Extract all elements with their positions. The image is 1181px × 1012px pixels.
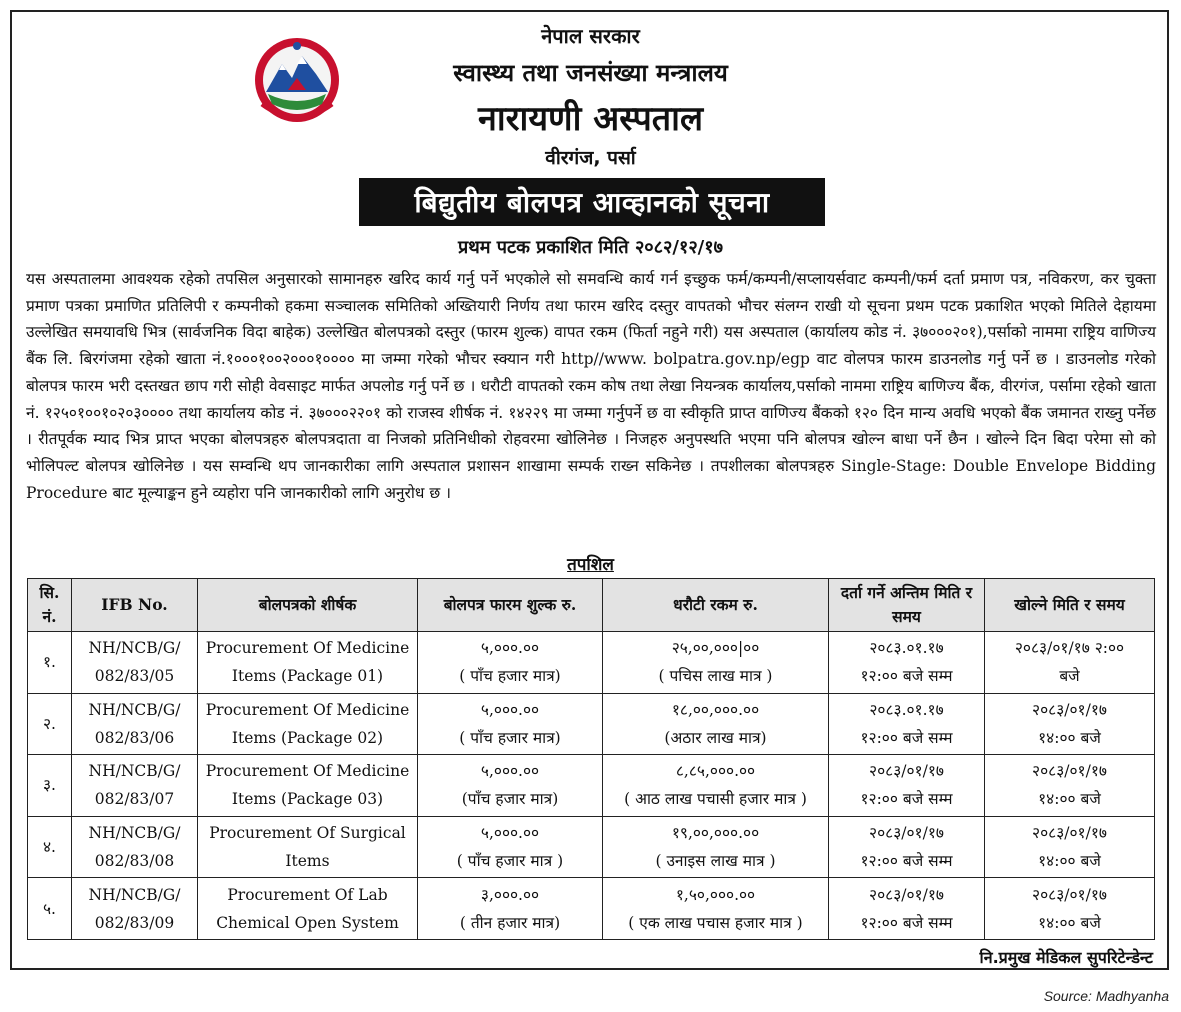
row-fee [418, 693, 603, 755]
table-row [28, 755, 1155, 817]
fee-amount: ५,०००.०० [480, 639, 540, 658]
security-amount: १९,००,०००.०० [671, 824, 760, 843]
row-deadline [829, 632, 985, 694]
government-name: नेपाल सरकार [541, 24, 640, 48]
row-title: Procurement Of Medicine Items (Package 01) [198, 632, 418, 694]
opening-date: २०८३/०१/१७ [1032, 762, 1107, 781]
row-deadline [829, 693, 985, 755]
row-title: Procurement Of Lab Chemical Open System [198, 878, 418, 940]
deadline-date: २०८३/०१/१७ [869, 885, 944, 904]
security-amount: १८,००,०००.०० [671, 700, 760, 719]
deadline-date: २०८३.०१.१७ [869, 700, 944, 719]
row-sn: ५. [28, 878, 72, 940]
fee-amount: ५,०००.०० [480, 824, 540, 843]
signatory-title: नि.प्रमुख मेडिकल सुपरिटेन्डेन्ट [979, 948, 1153, 967]
row-sn: ४. [28, 816, 72, 878]
hospital-location: वीरगंज, पर्सा [545, 147, 636, 169]
header-deadline: दर्ता गर्ने अन्तिम मिति र समय [829, 579, 985, 632]
row-title: Procurement Of Medicine Items (Package 02) [198, 693, 418, 755]
row-opening [985, 878, 1155, 940]
fee-words: ( पाँच हजार मात्र ) [456, 852, 564, 871]
security-amount: ८,८५,०००.०० [675, 762, 756, 781]
security-words: ( आठ लाख पचासी हजार मात्र ) [624, 790, 807, 809]
table-row [28, 632, 1155, 694]
deadline-time: १२:०० बजे सम्म [860, 667, 953, 686]
fee-words: ( पाँच हजार मात्र) [459, 667, 561, 686]
row-opening [985, 632, 1155, 694]
source-credit: Source: Madhyanha [1043, 988, 1169, 1004]
security-words: (अठार लाख मात्र) [664, 728, 767, 747]
deadline-time: १२:०० बजे सम्म [860, 852, 953, 871]
opening-date: २०८३/०१/१७ २:०० [1014, 639, 1125, 658]
fee-words: (पाँच हजार मात्र) [461, 790, 559, 809]
row-opening [985, 693, 1155, 755]
fee-amount: ५,०००.०० [480, 762, 540, 781]
deadline-time: १२:०० बजे सम्म [860, 913, 953, 932]
row-sn: ३. [28, 755, 72, 817]
row-security [603, 878, 829, 940]
security-amount: १,५०,०००.०० [675, 885, 756, 904]
row-deadline [829, 878, 985, 940]
row-fee [418, 632, 603, 694]
row-ifb: NH/NCB/G/ 082/83/07 [72, 755, 198, 817]
row-ifb: NH/NCB/G/ 082/83/05 [72, 632, 198, 694]
row-fee [418, 755, 603, 817]
notice-title-banner: बिद्युतीय बोलपत्र आव्हानको सूचना [359, 178, 825, 226]
deadline-time: १२:०० बजे सम्म [860, 728, 953, 747]
row-fee [418, 816, 603, 878]
header-sn: सि. नं. [28, 579, 72, 632]
row-ifb: NH/NCB/G/ 082/83/09 [72, 878, 198, 940]
fee-amount: ३,०००.०० [480, 885, 540, 904]
row-deadline [829, 755, 985, 817]
deadline-date: २०८३/०१/१७ [869, 762, 944, 781]
table-row [28, 878, 1155, 940]
row-ifb: NH/NCB/G/ 082/83/08 [72, 816, 198, 878]
header-form-fee: बोलपत्र फारम शुल्क रु. [418, 579, 603, 632]
table-header-row [28, 579, 1155, 632]
row-fee [418, 878, 603, 940]
security-words: ( एक लाख पचास हजार मात्र ) [628, 913, 803, 932]
opening-time: १४:०० बजे [1038, 913, 1101, 932]
row-sn: २. [28, 693, 72, 755]
deadline-date: २०८३.०१.१७ [869, 639, 944, 658]
opening-date: २०८३/०१/१७ [1032, 700, 1107, 719]
deadline-date: २०८३/०१/१७ [869, 824, 944, 843]
security-words: ( पचिस लाख मात्र ) [658, 667, 773, 686]
security-words: ( उनाइस लाख मात्र ) [655, 852, 776, 871]
row-title: Procurement Of Surgical Items [198, 816, 418, 878]
header-opening: खोल्ने मिति र समय [985, 579, 1155, 632]
table-row [28, 816, 1155, 878]
opening-time: १४:०० बजे [1038, 852, 1101, 871]
row-opening [985, 816, 1155, 878]
fee-amount: ५,०००.०० [480, 700, 540, 719]
notice-body: यस अस्पतालमा आवश्यक रहेको तपसिल अनुसारको सामानहरु खरिद कार्य गर्नु पर्ने भएकोले सो समवन्धि कार्य गर्न इच्छुक फर्म/कम्पनी/सप्लायर्सवाट कम्पनी/फर्म दर्ता प्रमाण पत्र, नविकरण, कर चुक्ता प्रमाण पत्रका प्रमाणित प्रतिलिपी र कम्पनीको हकमा सञ्चालक समितिको अख्तियारी निर्णय तथा फारम खरिद दस्तुर वापतको भौचर संलग्न राखी यो सूचना प्रथम पटक प्रकाशित भएको मितिले देहायमा उल्लेखित समयावधि भित्र (सार्वजनिक विदा बाहेक) उल्लेखित बोलपत्रको दस्तुर (फारम शुल्क) वापत रकम (फिर्ता नहुने गरी) यस अस्पताल (कार्यालय कोड नं. ३७०००२०१),पर्साको नाममा राष्ट्रिय वाणिज्य बैंक लि. बिरगंजमा रहेको खाता नं.१०००१००२०००१०००० मा जम्मा गरेको भौचर स्क्यान गरी http//www. bolpatra.gov.np/egp वाट वोलपत्र फारम डाउनलोड गर्नु पर्ने छ । डाउनलोड गरेको बोलपत्र फारम भरी दस्तखत छाप गरी सोही वेवसाइट मार्फत अपलोड गर्नु पर्ने छ । धरौटी वापतको रकम कोष तथा लेखा नियन्त्रक कार्यालय,पर्साको नाममा राष्ट्रिय बाणिज्य बैंक, वीरगंज, पर्सामा रहेको खाता नं. १२५०१००१०२०३०००० तथा कार्यालय कोड नं. ३७०००२२०१ को राजस्व शीर्षक नं. १४२२९ मा जम्मा गर्नुपर्ने छ वा स्वीकृति प्राप्त वाणिज्य बैंकको १२० दिन मान्य अवधि भएको बैंक जमानत राख्नु पर्नेछ । रीतपूर्वक म्याद भित्र प्राप्त भएका बोलपत्रहरु बोलपत्रदाता वा निजको प्रतिनिधीको रोहवरमा खोलिनेछ । निजहरु अनुपस्थति भएमा पनि बोलपत्र खोल्न बाधा पर्ने छैन । खोल्ने दिन बिदा परेमा सो को भोलिपल्ट बोलपत्र खोलिनेछ । यस सम्वन्धि थप जानकारीका लागि अस्पताल प्रशासन शाखामा सम्पर्क राख्न सकिनेछ । तपशीलका बोलपत्रहरु Single-Stage: Double Envelope Bidding Procedure बाट मूल्याङ्कन हुने व्यहोरा पनि जानकारीको लागि अनुरोध छ । [26, 270, 1156, 502]
row-security [603, 755, 829, 817]
row-title: Procurement Of Medicine Items (Package 03) [198, 755, 418, 817]
security-amount: २५,००,०००|०० [671, 639, 760, 658]
row-ifb: NH/NCB/G/ 082/83/06 [72, 693, 198, 755]
opening-date: २०८३/०१/१७ [1032, 824, 1107, 843]
row-security [603, 816, 829, 878]
fee-words: ( पाँच हजार मात्र) [459, 728, 561, 747]
opening-time: १४:०० बजे [1038, 790, 1101, 809]
header-ifb: IFB No. [72, 579, 198, 632]
row-opening [985, 755, 1155, 817]
fee-words: ( तीन हजार मात्र) [459, 913, 561, 932]
schedule-heading: तपशिल [567, 555, 614, 575]
deadline-time: १२:०० बजे सम्म [860, 790, 953, 809]
table-row [28, 693, 1155, 755]
opening-time: बजे [1059, 667, 1080, 686]
row-sn: १. [28, 632, 72, 694]
bid-schedule-table [27, 578, 1155, 940]
header-title: बोलपत्रको शीर्षक [198, 579, 418, 632]
ministry-name: स्वास्थ्य तथा जनसंख्या मन्त्रालय [453, 59, 728, 87]
row-deadline [829, 816, 985, 878]
row-security [603, 693, 829, 755]
publish-date: प्रथम पटक प्रकाशित मिति २०८२/१२/१७ [458, 237, 723, 258]
header-bid-security: धरौटी रकम रु. [603, 579, 829, 632]
hospital-name: नारायणी अस्पताल [477, 99, 704, 139]
opening-time: १४:०० बजे [1038, 728, 1101, 747]
row-security [603, 632, 829, 694]
opening-date: २०८३/०१/१७ [1032, 885, 1107, 904]
